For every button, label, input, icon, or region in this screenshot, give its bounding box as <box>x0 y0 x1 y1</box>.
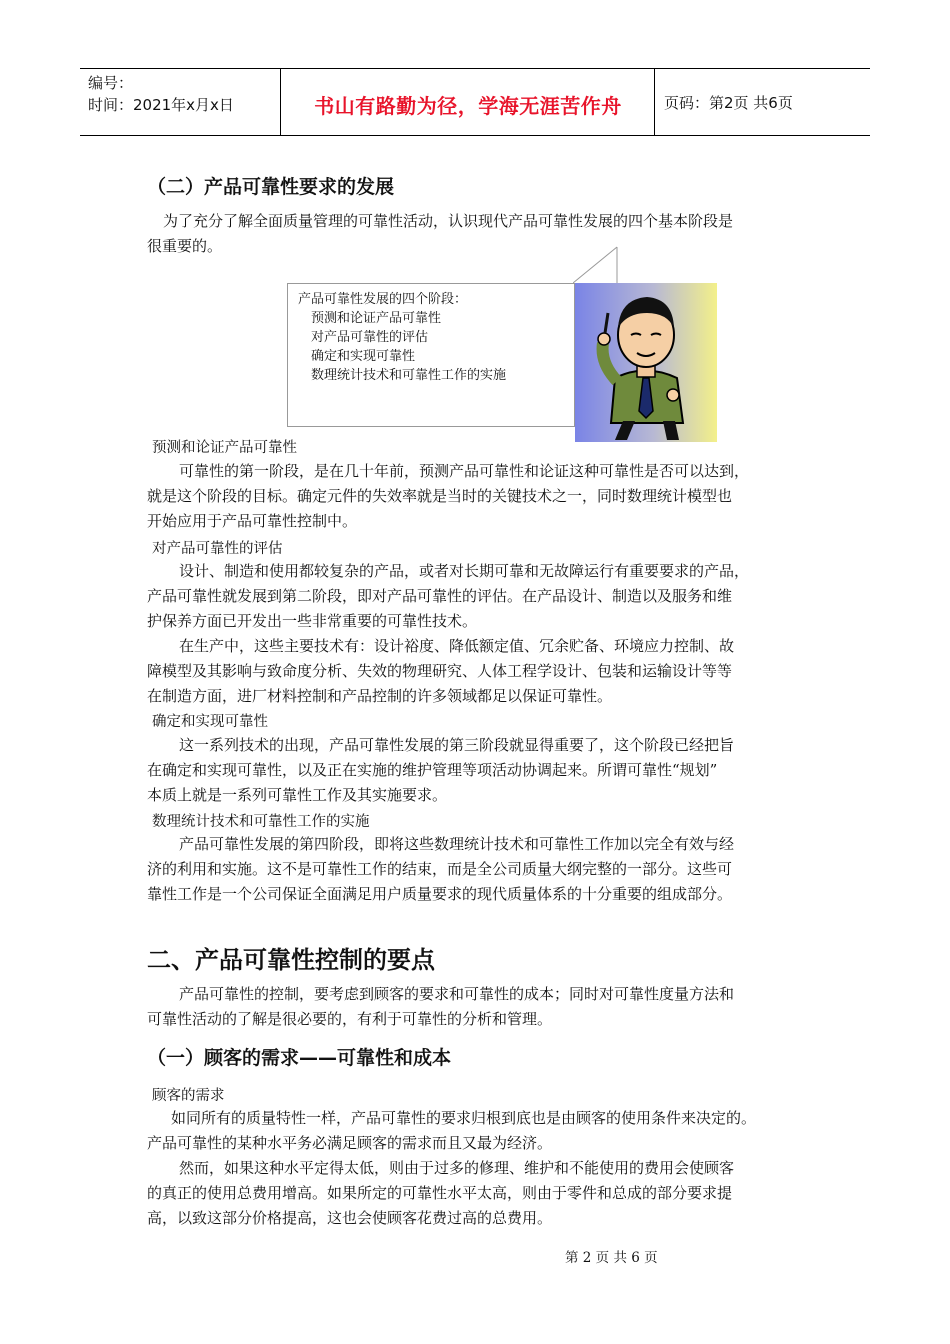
customer-line: 的真正的使用总费用增高。如果所定的可靠性水平太高，则由于零件和总成的部分要求提 <box>147 1184 733 1202</box>
intro-paragraph <box>147 209 812 259</box>
stage2-line: 护保养方面已开发出一些非常重要的可靠性技术。 <box>147 612 478 630</box>
customer-subtitle: 顾客的需求 <box>152 1088 225 1104</box>
stage3-line: 本质上就是一系列可靠性工作及其实施要求。 <box>147 786 448 804</box>
figure-item: 确定和实现可靠性 <box>311 349 416 364</box>
stage4-title: 数理统计技术和可靠性工作的实施 <box>152 814 370 830</box>
control-paragraph <box>147 982 812 1032</box>
figure-item: 对产品可靠性的评估 <box>311 330 429 345</box>
header-meta <box>88 72 234 116</box>
header-number: 编号： <box>88 74 134 92</box>
stage2-line: 在制造方面，进厂材料控制和产品控制的许多领域都足以保证可靠性。 <box>147 687 613 705</box>
stage3-title: 确定和实现可靠性 <box>152 714 268 730</box>
control-line: 产品可靠性的控制，要考虑到顾客的要求和可靠性的成本；同时对可靠性度量方法和 <box>179 985 735 1003</box>
stage1-line: 开始应用于产品可靠性控制中。 <box>147 512 358 530</box>
stage3-paragraph <box>147 733 812 808</box>
stage3-line: 这一系列技术的出现，产品可靠性发展的第三阶段就显得重要了，这个阶段已经把旨 <box>179 736 735 754</box>
customer-line: 然而，如果这种水平定得太低，则由于过多的修理、维护和不能使用的费用会使顾客 <box>179 1159 735 1177</box>
header-page-info: 页码：第2页 共6页 <box>664 94 793 112</box>
stage1-line: 可靠性的第一阶段，是在几十年前，预测产品可靠性和论证这种可靠性是否可以达到， <box>179 462 750 480</box>
figure-corner-lines <box>573 245 619 285</box>
intro-line: 很重要的。 <box>147 237 223 255</box>
stage4-line: 产品可靠性发展的第四阶段，即将这些数理统计技术和可靠性工作加以完全有效与经 <box>179 835 735 853</box>
cartoon-figure <box>575 283 717 442</box>
header-time: 时间：2021年x月x日 <box>88 96 234 114</box>
stage4-paragraph <box>147 832 812 907</box>
customer-line: 高，以致这部分价格提高，这也会使顾客花费过高的总费用。 <box>147 1209 553 1227</box>
stage3-line: 在确定和实现可靠性，以及正在实施的维护管理等项活动协调起来。所谓可靠性“规划” <box>147 761 718 779</box>
stage2-line: 设计、制造和使用都较复杂的产品，或者对长期可靠和无故障运行有重要要求的产品， <box>179 562 750 580</box>
figure-item: 预测和论证产品可靠性 <box>311 311 442 326</box>
stage1-line: 就是这个阶段的目标。确定元件的失效率就是当时的关键技术之一，同时数理统计模型也 <box>147 487 733 505</box>
customer-line: 产品可靠性的某种水平务必满足顾客的需求而且又最为经济。 <box>147 1134 553 1152</box>
section-title-development: （二）产品可靠性要求的发展 <box>147 176 395 198</box>
stage2-line: 障模型及其影响与致命度分析、失效的物理研究、人体工程学设计、包装和运输设计等等 <box>147 662 733 680</box>
header-divider-right <box>654 68 655 136</box>
stage2-line: 产品可靠性就发展到第二阶段，即对产品可靠性的评估。在产品设计、制造以及服务和维 <box>147 587 733 605</box>
header-motto: 书山有路勤为径，学海无涯苦作舟 <box>314 94 622 118</box>
control-line: 可靠性活动的了解是很必要的，有利于可靠性的分析和管理。 <box>147 1010 553 1028</box>
stage4-line: 靠性工作是一个公司保证全面满足用户质量要求的现代质量体系的十分重要的组成部分。 <box>147 885 733 903</box>
header-top-rule <box>80 68 870 69</box>
stage2-paragraph <box>147 559 812 709</box>
header-divider-left <box>280 68 281 136</box>
stage2-title: 对产品可靠性的评估 <box>152 541 283 557</box>
stage1-title: 预测和论证产品可靠性 <box>152 440 297 456</box>
figure-item: 数理统计技术和可靠性工作的实施 <box>311 368 507 383</box>
customer-line: 如同所有的质量特性一样，产品可靠性的要求归根到底也是由顾客的使用条件来决定的。 <box>171 1109 757 1127</box>
figure-heading: 产品可靠性发展的四个阶段： <box>298 292 468 307</box>
intro-line: 为了充分了解全面质量管理的可靠性活动，认识现代产品可靠性发展的四个基本阶段是 <box>163 212 734 230</box>
stage2-line: 在生产中，这些主要技术有：设计裕度、降低额定值、冗余贮备、环境应力控制、故 <box>179 637 735 655</box>
stage1-paragraph <box>147 459 812 534</box>
section-title-control: 二、产品可靠性控制的要点 <box>147 946 435 974</box>
footer-page-number: 第 2 页 共 6 页 <box>565 1250 658 1266</box>
header-bottom-rule <box>80 135 870 136</box>
figure-stage-list <box>298 290 506 385</box>
customer-paragraph <box>147 1106 812 1231</box>
cartoon-man-illustration <box>575 283 717 442</box>
stage4-line: 济的利用和实施。这不是可靠性工作的结束，而是全公司质量大纲完整的一部分。这些可 <box>147 860 733 878</box>
section-title-customer: （一）顾客的需求——可靠性和成本 <box>147 1047 452 1069</box>
